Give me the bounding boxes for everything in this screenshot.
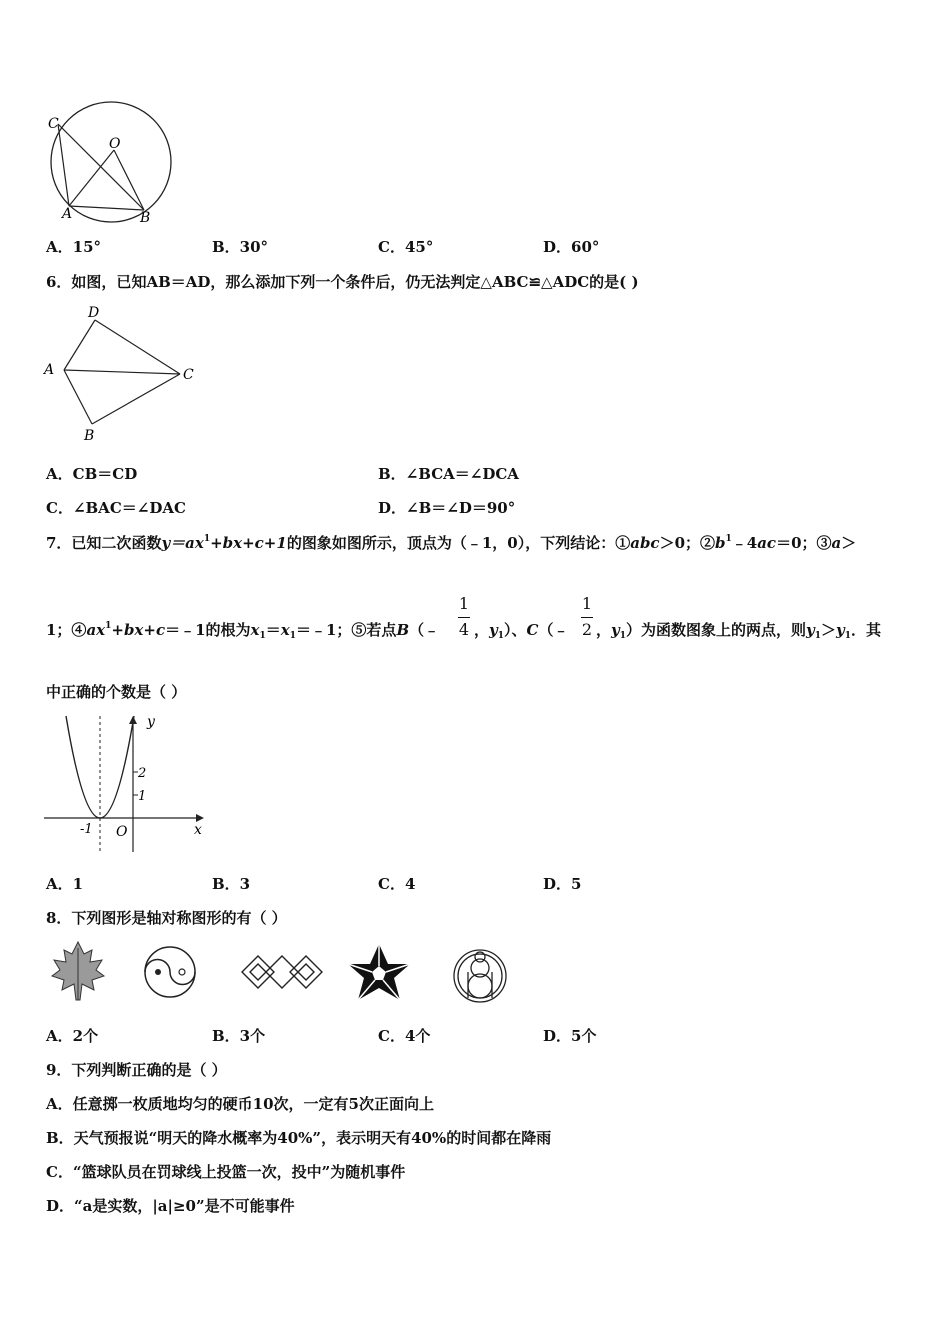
q6-option-a[interactable]: A．CB＝CD <box>46 465 138 483</box>
q5-option-b[interactable]: B．30° <box>212 238 269 256</box>
q7-stem-line3: 中正确的个数是（ ） <box>46 683 187 701</box>
q8-option-b[interactable]: B．3个 <box>212 1027 266 1045</box>
q7-option-a[interactable]: A．1 <box>46 875 84 893</box>
q7-label-origin: O <box>116 824 128 840</box>
yin-yang-shape <box>145 947 195 997</box>
q7-option-b[interactable]: B．3 <box>212 875 251 893</box>
q7-frac1-den: 4 <box>458 620 470 639</box>
q5-circle-figure <box>44 96 176 228</box>
q7-frac1-bar <box>458 617 470 618</box>
maple-leaf-shape <box>52 942 104 1000</box>
q9-option-d[interactable]: D．“a是实数，|a|≥0”是不可能事件 <box>46 1197 295 1215</box>
q7-stem-line2c: ，$y_1$）为函数图象上的两点，则$y_1>y_1$．其 <box>596 621 882 641</box>
q7-stem-line1: 7．已知二次函数$y=ax^1+bx+c+1$的图象如图所示，顶点为（﹣1，0），下列结论：①abc＞0；$②b^1﹣4ac=0$；③a＞ <box>46 534 857 552</box>
q7-frac2-bar <box>581 617 593 618</box>
q7-frac2-den: 2 <box>581 620 593 639</box>
q5-option-d[interactable]: D．60° <box>543 238 600 256</box>
q6-option-d[interactable]: D．∠B＝∠D＝90° <box>378 499 516 517</box>
q7-option-c[interactable]: C．4 <box>378 875 416 893</box>
q6-stem: 6．如图，已知AB＝AD，那么添加下列一个条件后，仍无法判定△ABC≌△ADC的是( ) <box>46 273 639 291</box>
q5-label-b: B <box>140 210 151 226</box>
knot-chain-shape <box>242 956 322 988</box>
q7-label-one: 1 <box>138 789 147 804</box>
q7-frac2-num: 1 <box>581 594 593 613</box>
q8-option-c[interactable]: C．4个 <box>378 1027 431 1045</box>
q7-stem-line2a: 1；$④ax^1+bx+c=﹣1$的根为$x_1=x_1=﹣1$；⑤若点B（﹣ <box>46 621 440 641</box>
q9-option-c[interactable]: C．“篮球队员在罚球线上投篮一次，投中”为随机事件 <box>46 1163 406 1181</box>
q5-option-c[interactable]: C．45° <box>378 238 434 256</box>
q8-shapes-strip <box>44 938 510 1008</box>
q8-option-a[interactable]: A．2个 <box>46 1027 99 1045</box>
q6-label-d: D <box>88 305 100 321</box>
q6-option-c[interactable]: C．∠BAC＝∠DAC <box>46 499 186 517</box>
q6-label-c: C <box>183 367 194 383</box>
q7-frac1-num: 1 <box>458 594 470 613</box>
q7-label-x: x <box>194 822 202 838</box>
q5-option-a[interactable]: A．15° <box>46 238 102 256</box>
q6-label-b: B <box>84 428 95 444</box>
q8-option-d[interactable]: D．5个 <box>543 1027 597 1045</box>
q9-stem: 9．下列判断正确的是（ ） <box>46 1061 227 1079</box>
q8-stem: 8．下列图形是轴对称图形的有（ ） <box>46 909 287 927</box>
q6-label-a: A <box>44 362 55 378</box>
q7-option-d[interactable]: D．5 <box>543 875 582 893</box>
q5-label-o: O <box>109 136 121 152</box>
q5-label-a: A <box>62 206 73 222</box>
q7-stem-line2b: ，$y_1$）、C（﹣ <box>474 621 569 641</box>
q7-label-neg1: -1 <box>80 822 93 837</box>
q5-label-c: C <box>48 116 59 132</box>
q7-label-two: 2 <box>138 766 147 781</box>
q9-option-b[interactable]: B．天气预报说“明天的降水概率为40%”，表示明天有40%的时间都在降雨 <box>46 1129 552 1147</box>
q6-kite-figure <box>40 302 205 447</box>
star-pinwheel-shape <box>348 944 410 1000</box>
q7-parabola-graph <box>42 712 212 857</box>
q9-option-a[interactable]: A．任意掷一枚质地均匀的硬币10次，一定有5次正面向上 <box>46 1095 434 1113</box>
nested-circles-shape <box>454 950 506 1002</box>
q7-label-y: y <box>147 714 155 730</box>
q6-option-b[interactable]: B．∠BCA＝∠DCA <box>378 465 519 483</box>
